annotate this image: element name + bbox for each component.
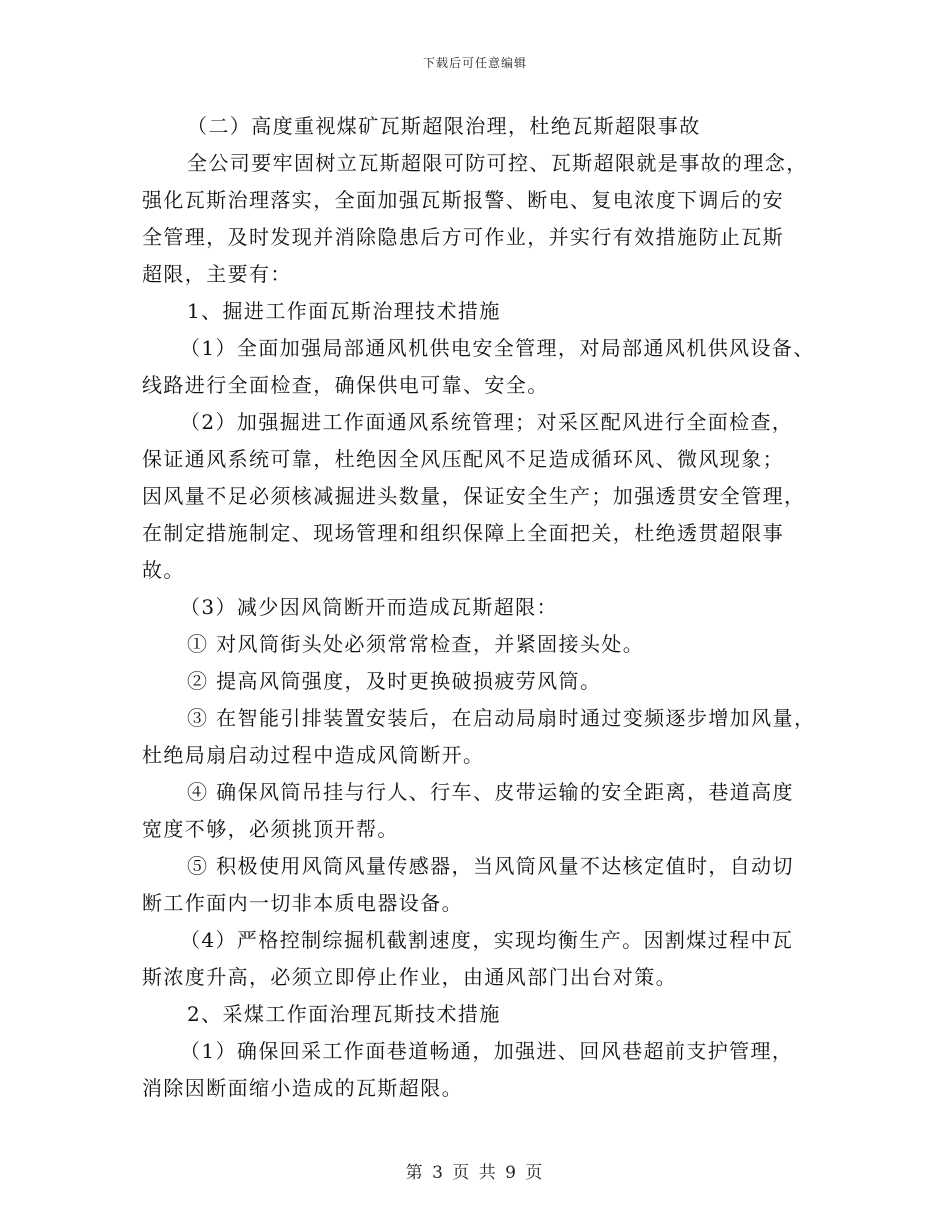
list-item: ③ 在智能引排装置安装后，在启动局扇时通过变频逐步增加风量， <box>187 706 816 730</box>
paragraph-line: 故。 <box>142 558 185 582</box>
paragraph-line: 因风量不足必须核减掘进头数量，保证安全生产；加强透贯安全管理， <box>142 484 806 508</box>
subsection-heading: 2、采煤工作面治理瓦斯技术措施 <box>187 1002 501 1026</box>
paragraph-line: 线路进行全面检查，确保供电可靠、安全。 <box>142 373 549 397</box>
paragraph-line: （1）确保回采工作面巷道畅通，加强进、回风巷超前支护管理， <box>180 1039 794 1063</box>
paragraph-line: 超限，主要有： <box>142 262 292 286</box>
paragraph-line: 断工作面内一切非本质电器设备。 <box>142 891 463 915</box>
subsection-heading: 1、掘进工作面瓦斯治理技术措施 <box>187 299 501 323</box>
paragraph-line: 在制定措施制定、现场管理和组织保障上全面把关，杜绝透贯超限事 <box>142 521 784 545</box>
paragraph-line: （3）减少因风筒断开而造成瓦斯超限： <box>180 595 558 619</box>
paragraph-line: （4）严格控制综掘机截割速度，实现均衡生产。因割煤过程中瓦 <box>180 928 794 952</box>
paragraph-line: （1）全面加强局部通风机供电安全管理，对局部通风机供风设备、 <box>180 336 815 360</box>
paragraph-line: 保证通风系统可靠，杜绝因全风压配风不足造成循环风、微风现象； <box>142 447 784 471</box>
list-item: ② 提高风筒强度，及时更换破损疲劳风筒。 <box>187 669 602 693</box>
paragraph-line: 全管理，及时发现并消除隐患后方可作业，并实行有效措施防止瓦斯 <box>142 225 784 249</box>
paragraph-line: 斯浓度升高，必须立即停止作业，由通风部门出台对策。 <box>142 965 677 989</box>
paragraph-line: （2）加强掘进工作面通风系统管理；对采区配风进行全面检查， <box>180 410 794 434</box>
section-heading: （二）高度重视煤矿瓦斯超限治理，杜绝瓦斯超限事故 <box>187 114 701 138</box>
page-header: 下载后可任意编辑 <box>422 56 527 70</box>
page-footer: 第 3 页 共 9 页 <box>405 1163 545 1183</box>
paragraph-line: 强化瓦斯治理落实，全面加强瓦斯报警、断电、复电浓度下调后的安 <box>142 188 784 212</box>
list-item: ④ 确保风筒吊挂与行人、行车、皮带运输的安全距离，巷道高度 <box>187 780 794 804</box>
paragraph-line: 杜绝局扇启动过程中造成风筒断开。 <box>142 743 485 767</box>
paragraph-line: 宽度不够，必须挑顶开帮。 <box>142 817 399 841</box>
list-item: ⑤ 积极使用风筒风量传感器，当风筒风量不达核定值时，自动切 <box>187 854 794 878</box>
paragraph-line: 全公司要牢固树立瓦斯超限可防可控、瓦斯超限就是事故的理念， <box>187 151 808 175</box>
paragraph-line: 消除因断面缩小造成的瓦斯超限。 <box>142 1076 463 1100</box>
list-item: ① 对风筒街头处必须常常检查，并紧固接头处。 <box>187 632 645 656</box>
